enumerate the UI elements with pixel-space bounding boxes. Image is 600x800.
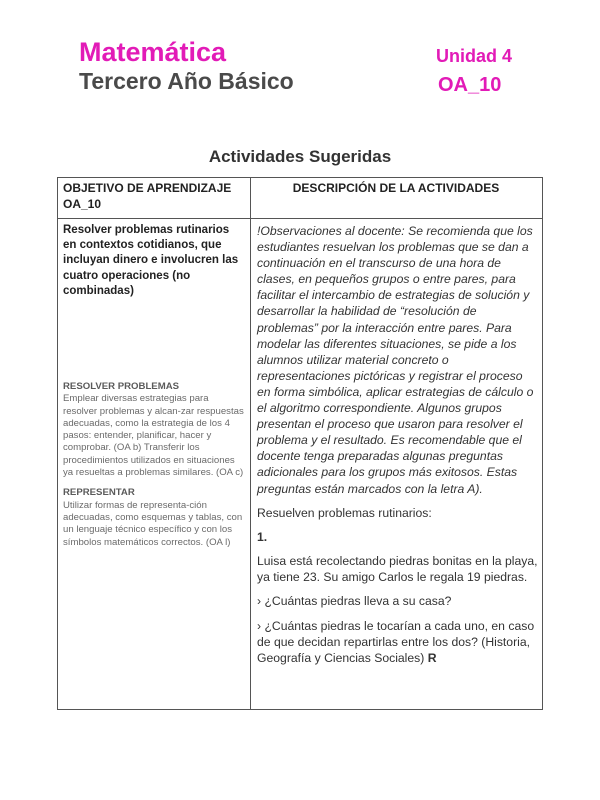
- teacher-observation: !Observaciones al docente: Se recomienda que los estudiantes resuelvan los problemas que se dan a continuación en el transcurso de una hora de clases, en pequeños grupos o entre pares, para facilitar el intercambio de estrategias de solución y desarrollar la habilidad de “resolución de problemas” por la interacción entre pares. Para modelar las diferentes situaciones, se pide a los alumnos utilizar material concreto o representaciones pictóricas y registrar el proceso en forma simbólica, aplicar estrategias de cálculo o el algoritmo correspondiente. Algunos grupos presentan el proceso que usaron para resolver el problema y el resultado. Es recomendable que el docente tenga preparadas algunas preguntas adicionales para los grupos más exitosos. Estas preguntas están marcados con la letra A).: [257, 224, 534, 496]
- question-text: › ¿Cuántas piedras le tocarían a cada uno, en caso de que decidan repartirlas entre los dos? (Historia, Geografía y Ciencias Sociales): [257, 618, 535, 666]
- skill-body: Emplear diversas estrategias para resolver problemas y alcan-zar respuestas adecuadas, como la estrategia de los 4 pasos: entender, planificar, hacer y comprobar. (OA b) Transferir los procedimientos utilizados en situaciones ya resueltas a problemas similares. (OA c): [63, 393, 244, 479]
- column-header-objective: OBJETIVO DE APRENDIZAJE OA_10: [63, 181, 232, 211]
- subject-title: Matemática: [79, 37, 227, 67]
- column-divider: [250, 178, 251, 709]
- skill-heading: RESOLVER PROBLEMAS: [63, 381, 180, 392]
- skill-heading: REPRESENTAR: [63, 487, 135, 499]
- question-mark: R: [427, 651, 437, 666]
- unit-label: Unidad 4: [436, 46, 513, 66]
- problem-text: Luisa está recolectando piedras bonitas en la playa, ya tiene 23. Su amigo Carlos le regala 19 piedras.: [257, 553, 538, 585]
- skills-block: [63, 381, 245, 549]
- objective-text: Resolver problemas rutinarios en contextos cotidianos, que incluyan dinero e involucren las cuatro operaciones (no combinadas): [63, 224, 239, 297]
- oa-code-label: OA_10: [438, 74, 502, 96]
- description-cell: [257, 223, 539, 675]
- grade-title: Tercero Año Básico: [79, 68, 294, 94]
- activities-table: [57, 177, 543, 710]
- question-item: › ¿Cuántas piedras lleva a su casa?: [257, 594, 452, 609]
- header-divider: [58, 218, 542, 219]
- question-item: [257, 618, 539, 667]
- problem-number: 1.: [257, 529, 268, 544]
- skill-body: Utilizar formas de representa-ción adecuadas, como esquemas y tablas, con un lenguaje técnico específico y con los símbolos matemáticos correctos. (OA l): [63, 499, 243, 548]
- column-header-description: DESCRIPCIÓN DE LA ACTIVIDADES: [292, 181, 500, 195]
- section-title: Actividades Sugeridas: [208, 147, 392, 166]
- activity-intro: Resuelven problemas rutinarios:: [257, 505, 432, 520]
